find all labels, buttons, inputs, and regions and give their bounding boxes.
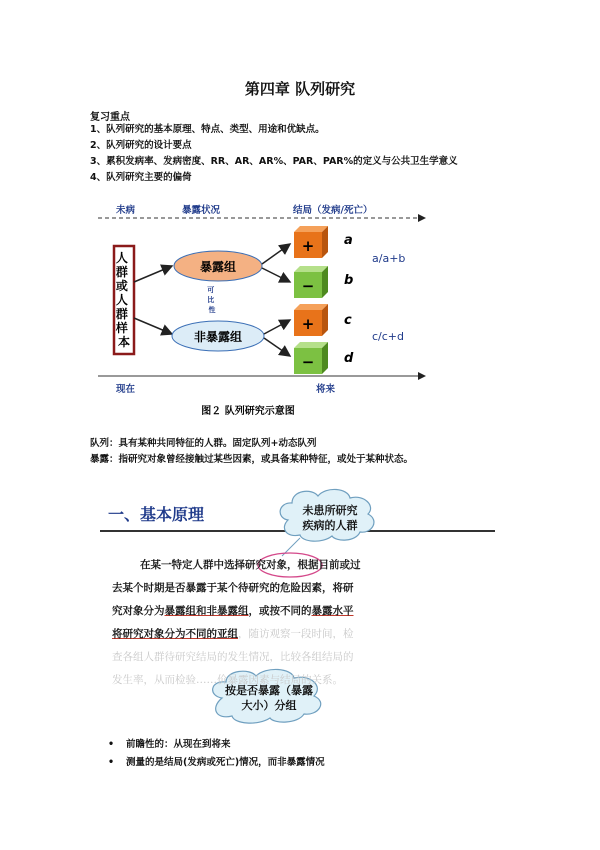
svg-text:−: − (301, 353, 315, 371)
label-future: 将来 (316, 384, 336, 395)
para-line-4: 将研究对象分为不同的亚组，随访观察一段时间，检 (112, 628, 354, 640)
ratio-unexposed: c/c+d (372, 330, 405, 343)
label-exposure-status: 暴露状况 (182, 205, 221, 216)
section-title: 一、基本原理 (108, 505, 205, 524)
letter-b: b (344, 273, 354, 288)
para-line-5: 查各组人群待研究结局的发生情况，比较各组结局的 (112, 651, 354, 663)
page-title: 第四章 队列研究 (244, 80, 356, 98)
ratio-exposed: a/a+b (372, 252, 406, 265)
letter-a: a (344, 233, 353, 248)
definition-exposure: 暴露：指研究对象曾经接触过某些因素，或具备某种特征，或处于某种状态。 (90, 454, 414, 465)
bullet-item: • 测量的是结局(发病或死亡)情况，而非暴露情况 (108, 757, 325, 768)
review-point: 3、累积发病率、发病密度、RR、AR、AR%、PAR、PAR%的定义与公共卫生学意义 (90, 156, 458, 167)
review-point: 1、队列研究的基本原理、特点、类型、用途和优缺点。 (90, 124, 325, 135)
unexposed-group-label: 非暴露组 (193, 330, 243, 344)
svg-text:+: + (301, 315, 315, 333)
letter-d: d (344, 351, 354, 366)
label-now: 现在 (116, 384, 136, 395)
para-line-2: 去某个时期是否暴露于某个待研究的危险因素，将研 (112, 582, 354, 594)
svg-text:+: + (301, 237, 315, 255)
para-line-6: 发生率，从而检验……价暴露因素与结局的关系。 (112, 674, 343, 686)
para-line-1: 在某一特定人群中选择研究对象，根据目前或过 (140, 559, 361, 571)
comparable-label: 可 比 性 (207, 285, 216, 314)
bullet-item: • 前瞻性的：从现在到将来 (108, 739, 231, 750)
bullet-list (108, 736, 325, 772)
svg-text:−: − (301, 277, 315, 295)
figure-caption: 图２ 队列研究示意图 (201, 406, 295, 417)
definition-cohort: 队列：具有某种共同特征的人群。固定队列+动态队列 (90, 438, 317, 449)
exposed-group-label: 暴露组 (199, 260, 237, 274)
review-point: 4、队列研究主要的偏倚 (90, 172, 192, 183)
para-line-3: 究对象分为暴露组和非暴露组，或按不同的暴露水平 (112, 605, 354, 617)
population-label: 人 群 或 人 群 样 本 (115, 251, 131, 349)
label-outcome: 结局（发病/死亡） (293, 205, 373, 216)
callout-bottom-text: 按是否暴露（暴露 大小）分组 (225, 684, 313, 712)
review-point: 2、队列研究的设计要点 (90, 140, 192, 151)
letter-c: c (344, 313, 352, 328)
label-unaffected: 未病 (116, 205, 136, 216)
callout-top-text: 未患所研究 疾病的人群 (302, 504, 358, 532)
review-heading: 复习重点 (90, 112, 130, 123)
